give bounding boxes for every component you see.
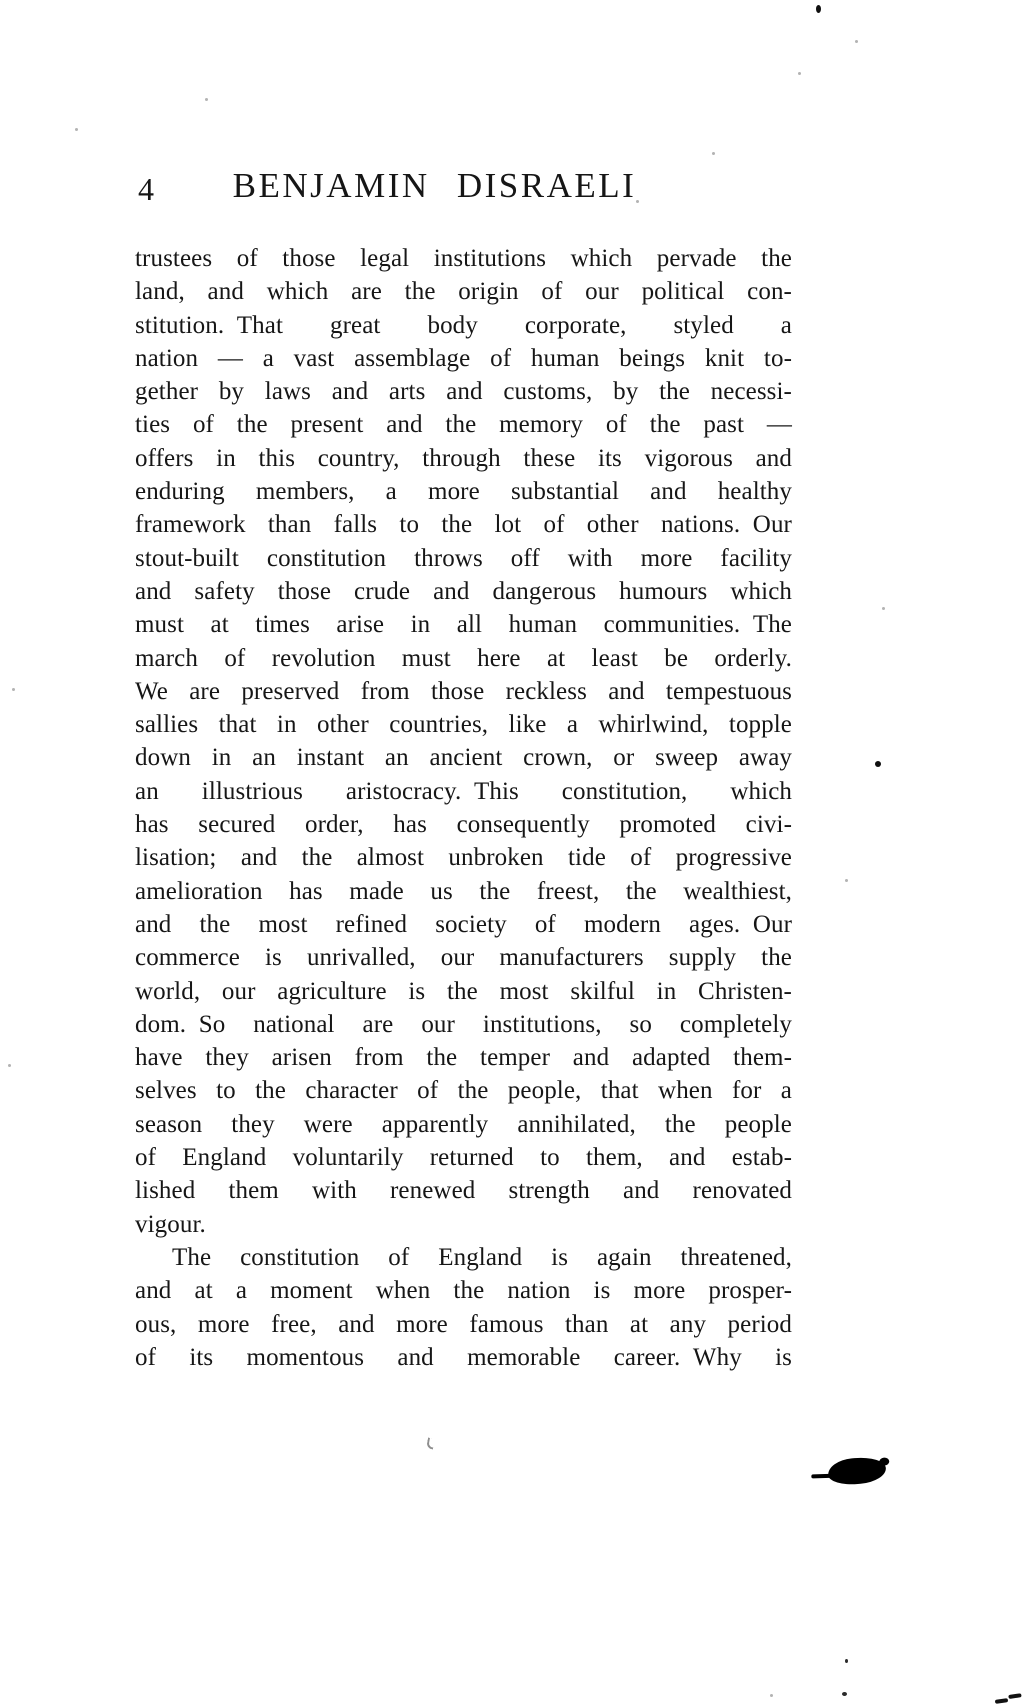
body-text bbox=[135, 242, 792, 1374]
text-line: lished them with renewed strength and renovated bbox=[135, 1177, 792, 1205]
text-line: offers in this country, through these its vigorous and bbox=[135, 444, 792, 472]
text-line: enduring members, a more substantial and healthy bbox=[135, 478, 792, 506]
scan-squiggle bbox=[995, 1698, 1008, 1704]
scan-speck bbox=[845, 1659, 848, 1663]
scan-speck bbox=[8, 1064, 11, 1067]
text-line: an illustrious aristocracy. This constitution, which bbox=[135, 777, 792, 805]
text-line: of its momentous and memorable career. Why is bbox=[135, 1343, 792, 1371]
text-line: trustees of those legal institutions which pervade the bbox=[135, 245, 792, 272]
scan-speck bbox=[712, 152, 715, 155]
text-line: lisation; and the almost unbroken tide of progressive bbox=[135, 844, 792, 872]
scan-speck bbox=[798, 72, 801, 75]
ink-blot bbox=[827, 1456, 887, 1487]
scan-speck bbox=[12, 688, 15, 691]
scan-speck bbox=[816, 5, 821, 13]
text-line: selves to the character of the people, that when for a bbox=[135, 1077, 792, 1105]
text-line: dom. So national are our institutions, so completely bbox=[135, 1010, 792, 1038]
text-line: framework than falls to the lot of other nations. Our bbox=[135, 511, 792, 539]
text-line: ties of the present and the memory of the past — bbox=[135, 411, 792, 439]
text-line: must at times arise in all human communities. The bbox=[135, 611, 792, 639]
scan-speck bbox=[845, 879, 848, 882]
paragraph-2 bbox=[135, 1241, 792, 1374]
scan-speck bbox=[882, 607, 885, 610]
text-line: and at a moment when the nation is more prosper- bbox=[135, 1277, 792, 1305]
scan-speck bbox=[205, 98, 208, 101]
text-line: vigour. bbox=[135, 1210, 206, 1238]
text-line: world, our agriculture is the most skilful in Christen- bbox=[135, 977, 792, 1005]
text-line: ous, more free, and more famous than at any period bbox=[135, 1310, 792, 1338]
running-header-title: BENJAMIN DISRAELI bbox=[232, 166, 637, 205]
scan-speck bbox=[855, 40, 858, 43]
text-line: We are preserved from those reckless and tempestuous bbox=[135, 677, 792, 705]
text-line: commerce is unrivalled, our manufacturers supply the bbox=[135, 944, 792, 972]
scan-speck bbox=[770, 1694, 773, 1697]
text-line: has secured order, has consequently promoted civi- bbox=[135, 811, 792, 839]
text-line: nation — a vast assemblage of human beings knit to- bbox=[135, 344, 792, 372]
scan-speck bbox=[636, 200, 639, 203]
text-line: march of revolution must here at least be orderly. bbox=[135, 644, 792, 672]
scan-speck bbox=[75, 128, 78, 131]
text-line: of England voluntarily returned to them, and estab- bbox=[135, 1144, 792, 1172]
page-number: 4 bbox=[138, 171, 154, 207]
text-line: and the most refined society of modern ages. Our bbox=[135, 910, 792, 938]
text-line: gether by laws and arts and customs, by the necessi- bbox=[135, 378, 792, 406]
text-line: have they arisen from the temper and adapted them- bbox=[135, 1044, 792, 1072]
scan-speck bbox=[875, 761, 881, 767]
text-line: and safety those crude and dangerous humours which bbox=[135, 577, 792, 605]
text-line: season they were apparently annihilated, the people bbox=[135, 1110, 792, 1138]
text-line: sallies that in other countries, like a whirlwind, topple bbox=[135, 711, 792, 739]
text-line: stout-built constitution throws off with more facility bbox=[135, 544, 792, 572]
scan-speck bbox=[842, 1692, 847, 1696]
text-line: The constitution of England is again threatened, bbox=[172, 1243, 792, 1271]
text-line: amelioration has made us the freest, the wealthiest, bbox=[135, 877, 792, 905]
paragraph-1 bbox=[135, 242, 792, 1241]
text-line: stitution. That great body corporate, styled a bbox=[135, 311, 792, 339]
text-line: down in an instant an ancient crown, or sweep away bbox=[135, 744, 792, 772]
text-line: land, and which are the origin of our political con- bbox=[135, 278, 792, 306]
pencil-mark bbox=[426, 1437, 435, 1449]
